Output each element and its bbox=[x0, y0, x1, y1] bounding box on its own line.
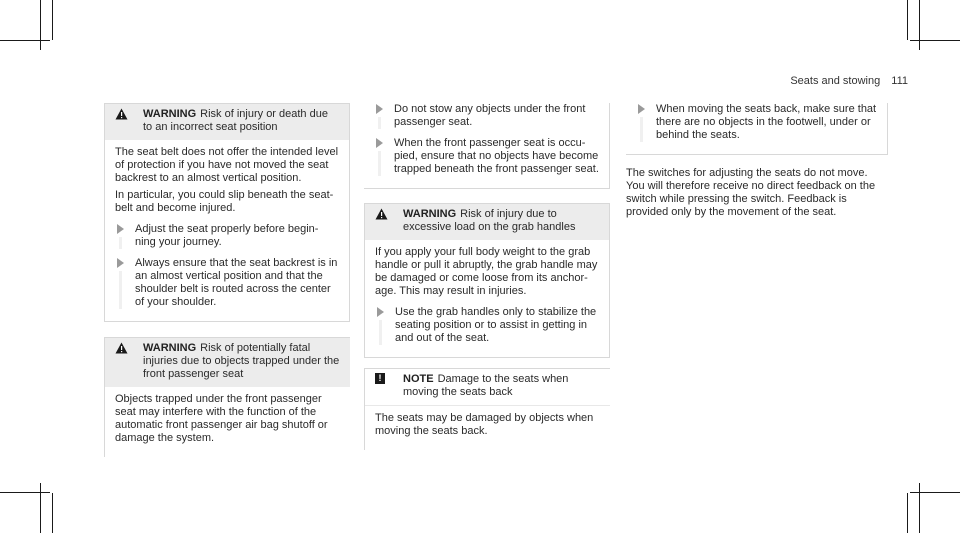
note-header bbox=[365, 369, 610, 406]
warning-title: Risk of injury due to excessive load on the grab handles bbox=[403, 208, 576, 233]
arrow-right-icon bbox=[117, 258, 124, 268]
crop-mark bbox=[919, 483, 920, 533]
note-box-seat-damage bbox=[364, 368, 610, 450]
arrow-right-icon bbox=[376, 104, 383, 114]
warning-box-seat-position bbox=[104, 103, 350, 322]
warning-triangle-icon bbox=[115, 342, 128, 354]
warning-box-continued bbox=[364, 103, 610, 189]
section-title: Seats and stowing bbox=[790, 75, 881, 87]
warning-triangle-icon bbox=[375, 208, 388, 220]
paragraph: If you apply your full body weight to the grab handle or pull it abruptly, the grab handle may be damaged or come loose from its anchor-age. This may result in injuries. bbox=[375, 246, 598, 297]
warning-box-grab-handles bbox=[364, 203, 610, 358]
crop-mark bbox=[907, 493, 908, 533]
note-title: Damage to the seats when moving the seats back bbox=[403, 373, 569, 398]
paragraph: In particular, you could slip beneath the seat-belt and become injured. bbox=[115, 189, 334, 214]
paragraph: The switches for adjusting the seats do not move. You will therefore receive no direct feedback on the switch while pressing the switch. Feedback is provided only by the movement of the seat. bbox=[626, 167, 876, 218]
warning-header bbox=[105, 338, 350, 387]
arrow-right-icon bbox=[377, 307, 384, 317]
warning-body bbox=[365, 240, 609, 357]
note-box-continued bbox=[626, 103, 888, 155]
arrow-right-icon bbox=[117, 224, 124, 234]
list-item-text: When the front passenger seat is occu-pied, ensure that no objects have become trapped beneath the front passenger seat. bbox=[394, 137, 599, 175]
crop-mark bbox=[910, 40, 960, 41]
list-item-text: When moving the seats back, make sure that there are no objects in the footwell, under or behind the seats. bbox=[656, 103, 877, 141]
note-label: NOTE bbox=[403, 373, 434, 385]
list-item bbox=[375, 306, 599, 345]
list-item-text: Use the grab handles only to stabilize the seating position or to assist in getting in and out of the seat. bbox=[395, 306, 597, 344]
warning-label: WARNING bbox=[403, 208, 457, 220]
arrow-right-icon bbox=[376, 138, 383, 148]
column-3 bbox=[626, 103, 888, 219]
page-number: 111 bbox=[891, 75, 908, 87]
crop-mark bbox=[40, 0, 41, 50]
warning-body bbox=[105, 140, 349, 321]
list-item-text: Always ensure that the seat backrest is in an almost vertical position and that the shoulder belt is routed across the center of your shoulder. bbox=[135, 257, 338, 308]
warning-box-trapped-objects bbox=[104, 337, 350, 457]
crop-mark bbox=[919, 0, 920, 50]
list-item-text: Adjust the seat properly before begin-ning your journey. bbox=[135, 223, 319, 248]
list-item-text: Do not stow any objects under the front passenger seat. bbox=[394, 103, 586, 128]
crop-mark bbox=[52, 493, 53, 533]
list-item bbox=[636, 103, 877, 142]
exclamation-icon: ! bbox=[375, 373, 385, 384]
crop-mark bbox=[52, 0, 53, 40]
paragraph: The seat belt does not offer the intended level of protection if you have not moved the seat backrest to an almost vertical position. bbox=[115, 146, 339, 184]
note-body bbox=[365, 406, 610, 450]
list-item bbox=[374, 103, 599, 129]
warning-header bbox=[105, 104, 349, 140]
list-item bbox=[115, 257, 339, 309]
page-header bbox=[790, 75, 908, 87]
crop-mark bbox=[0, 492, 50, 493]
arrow-right-icon bbox=[638, 104, 645, 114]
paragraph: The seats may be damaged by objects when moving the seats back. bbox=[375, 412, 594, 437]
column-2 bbox=[364, 103, 610, 450]
paragraph: Objects trapped under the front passenger seat may interfere with the function of the automatic front passenger air bag shutoff or damage the system. bbox=[115, 393, 328, 444]
list-item bbox=[374, 137, 599, 176]
warning-header bbox=[365, 204, 609, 240]
warning-body bbox=[105, 387, 350, 457]
warning-title: Risk of potentially fatal injuries due to objects trapped under the front passenger seat bbox=[143, 342, 340, 380]
warning-title: Risk of injury or death due to an incorrect seat position bbox=[143, 108, 328, 133]
crop-mark bbox=[0, 40, 50, 41]
warning-triangle-icon bbox=[115, 108, 128, 120]
warning-label: WARNING bbox=[143, 342, 197, 354]
list-item bbox=[115, 223, 339, 249]
crop-mark bbox=[907, 0, 908, 40]
crop-mark bbox=[40, 483, 41, 533]
crop-mark bbox=[910, 492, 960, 493]
column-1 bbox=[104, 103, 350, 457]
warning-label: WARNING bbox=[143, 108, 197, 120]
